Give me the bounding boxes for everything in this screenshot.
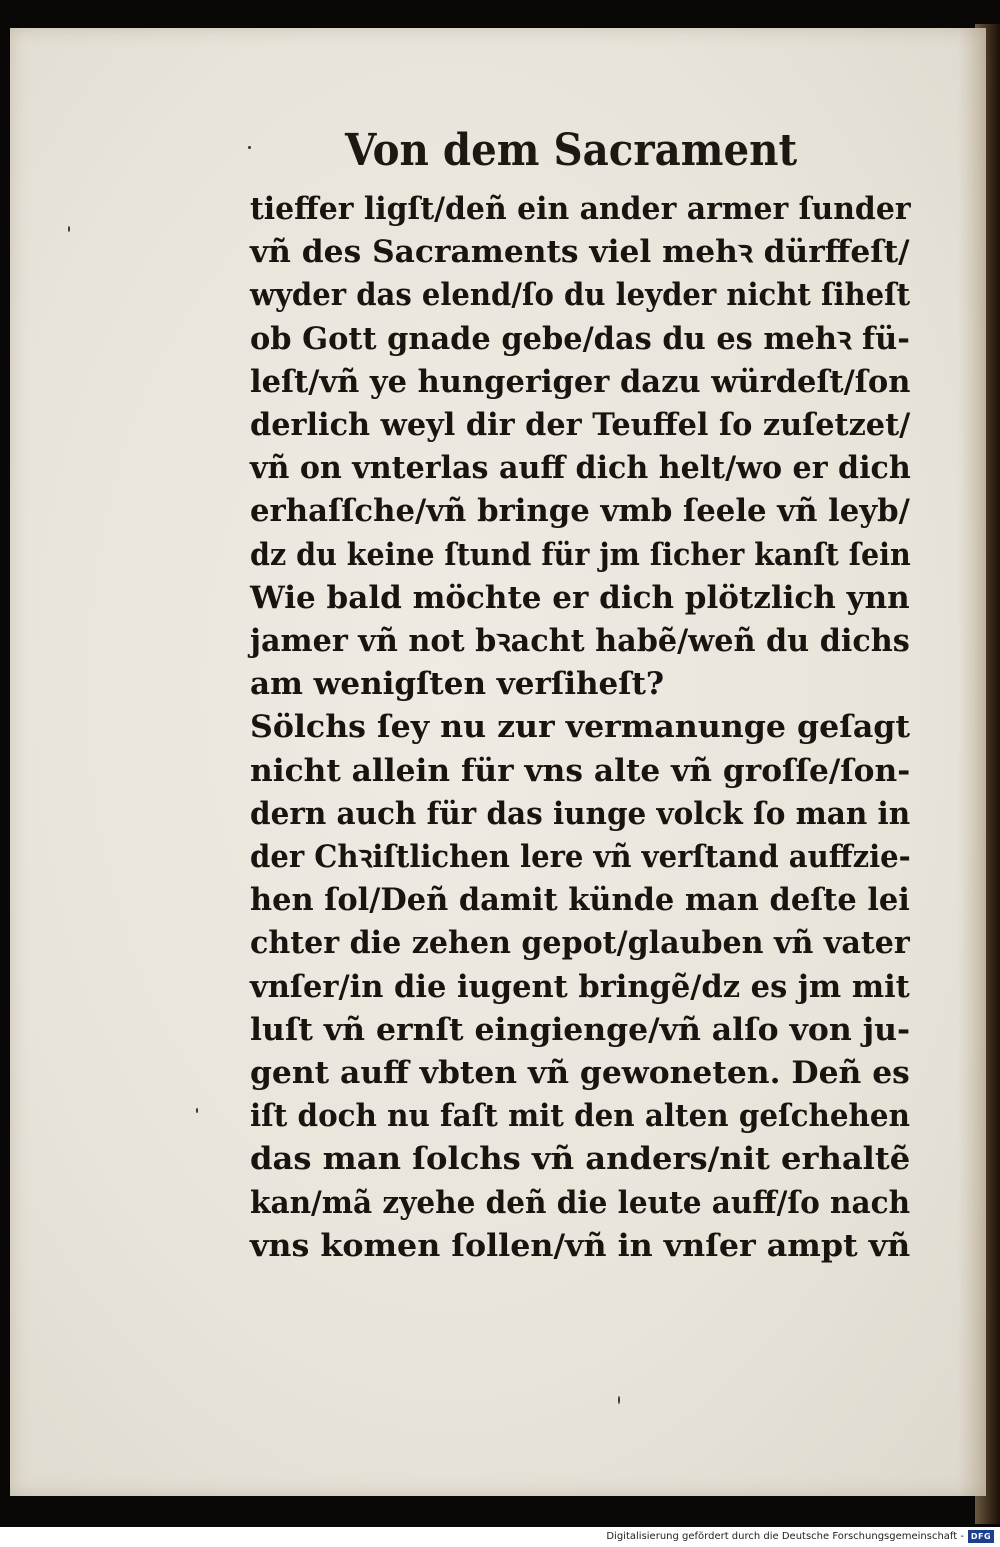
text-line: derlich weyl dir der Teuffel ſo zuſetzet/ xyxy=(250,407,911,443)
text-line: Sölchs ſey nu zur vermanunge geſagt xyxy=(250,709,911,746)
dfg-logo: DFG xyxy=(968,1530,994,1543)
text-line: ob Gott gnade gebe/das du es mehꝛ fü- xyxy=(250,320,910,357)
text-line: luſt vñ ernſt eingienge/vñ alſo von ju- xyxy=(250,1011,911,1048)
text-line: Wie bald möchte er dich plötzlich ynn xyxy=(250,579,910,616)
text-line: wyder das elend/ſo du leyder nicht ſiheſt xyxy=(250,277,911,314)
text-line: tieffer ligſt/deñ ein ander armer ſunder xyxy=(250,191,911,227)
text-line: gent auff vbten vñ gewoneten. Deñ es xyxy=(250,1055,910,1091)
text-line: vñ on vnterlas auff dich helt/wo er dich xyxy=(250,450,911,487)
text-line: vñ des Sacraments viel mehꝛ dürffeſt/ xyxy=(250,234,910,271)
text-line: das man ſolchs vñ anders/nit erhaltẽ xyxy=(250,1141,911,1178)
ink-speck xyxy=(618,1396,620,1404)
running-head: Von dem Sacrament xyxy=(345,125,798,176)
text-line: der Chꝛiſtlichen lere vñ verſtand auffzie- xyxy=(250,839,911,875)
text-line: kan/mã zyehe deñ die leute auff/ſo nach xyxy=(250,1184,911,1221)
text-line: iſt doch nu faſt mit den alten geſchehen xyxy=(250,1098,910,1135)
text-line: vns komen ſollen/vñ in vnſer ampt vñ xyxy=(250,1227,911,1264)
text-line: dz du keine ſtund für jm ſicher kanſt ſein xyxy=(250,536,911,573)
text-line: jamer vñ not bꝛacht habẽ/weñ du dichs xyxy=(250,623,910,659)
text-line: erhaſſche/vñ bringe vmb ſeele vñ leyb/ xyxy=(250,493,910,530)
text-line: am wenigſten verſiheſt? xyxy=(250,666,665,703)
text-line: nicht allein für vns alte vñ groſſe/ſon- xyxy=(250,752,911,789)
ink-speck xyxy=(248,146,251,149)
text-line: hen ſol/Deñ damit künde man deſte lei xyxy=(250,882,910,919)
text-line: dern auch für das iunge volck ſo man in xyxy=(250,795,911,832)
text-line: chter die zehen gepot/glauben vñ vater xyxy=(250,925,910,962)
ink-speck xyxy=(196,1108,198,1113)
text-line: vnſer/in die iugent bringẽ/dz es jm mit xyxy=(250,968,910,1005)
page-edge-shading xyxy=(958,28,986,1496)
ink-speck xyxy=(68,226,70,232)
text-line: leſt/vñ ye hungeriger dazu würdeſt/ſon xyxy=(250,363,911,400)
footer-credit: Digitalisierung gefördert durch die Deutsche Forschungsgemeinschaft - xyxy=(606,1531,964,1542)
